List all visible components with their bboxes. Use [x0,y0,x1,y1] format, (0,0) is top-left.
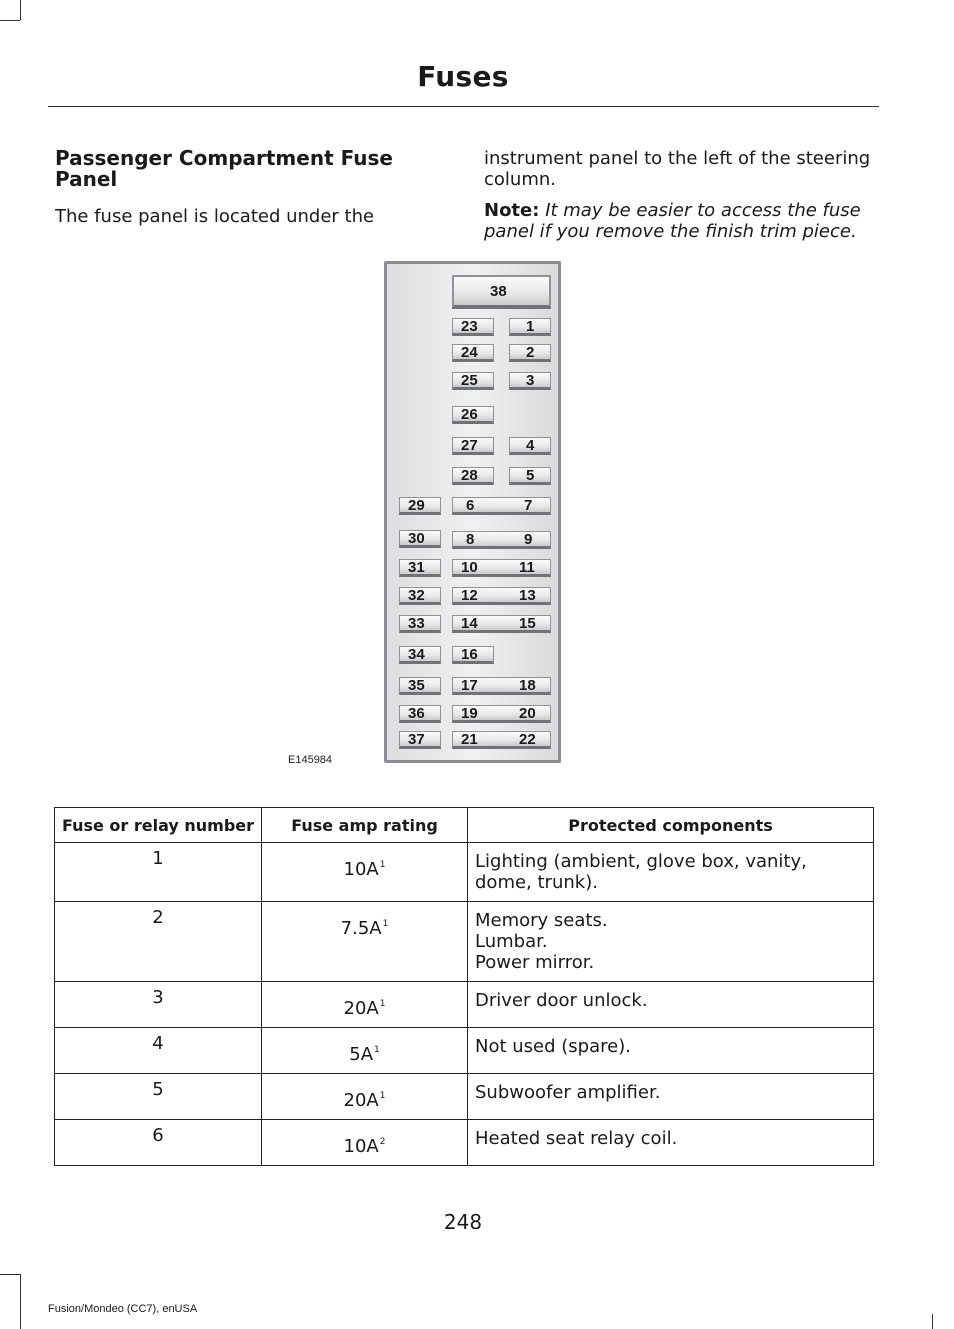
crop-mark [932,1314,933,1329]
footnote-marker: 1 [379,1091,386,1101]
crop-mark [0,20,20,21]
fuse-31: 31 [399,559,441,577]
components-cell: Subwoofer amplifier. [468,1074,874,1120]
fuse-number-cell: 6 [55,1120,262,1166]
fuse-29: 29 [399,497,441,515]
note-text: It may be easier to access the fuse panel if you remove the finish trim piece. [484,200,861,242]
fuse-number-cell: 5 [55,1074,262,1120]
fuse-17-18: 17 18 [452,677,551,695]
fuse-2: 2 [509,344,551,362]
fuse-32: 32 [399,587,441,605]
fuse-12-13: 12 13 [452,587,551,605]
amp-rating-cell: $10A^1$ [262,843,468,902]
fuse-37: 37 [399,731,441,749]
fuse-panel-diagram [384,261,561,763]
page-number: 248 [443,1210,483,1234]
fuse-specification-table [54,807,874,1166]
fuse-24: 24 [452,344,494,362]
footnote-marker: 1 [379,860,386,870]
fuse-23: 23 [452,318,494,336]
footnote-marker: 2 [379,1137,386,1147]
section-heading: Passenger Compartment Fuse Panel [55,146,393,191]
fuse-19-20: 19 20 [452,705,551,723]
intro-paragraph-end: instrument panel to the left of the steering column. [484,148,871,190]
note-paragraph [484,200,879,242]
column-header-protected-components: Protected components [468,808,874,843]
fuse-38: 38 [452,275,551,309]
fuse-21-22: 21 22 [452,731,551,749]
fuse-26: 26 [452,406,494,424]
fuse-10-11: 10 11 [452,559,551,577]
fuse-28: 28 [452,467,494,485]
table-row [55,902,874,982]
components-cell: Heated seat relay coil. [468,1120,874,1166]
amp-rating-cell: $20A^1$ [262,1074,468,1120]
fuse-34: 34 [399,646,441,664]
document-id: Fusion/Mondeo (CC7), enUSA [48,1303,198,1315]
fuse-number-cell: 4 [55,1028,262,1074]
footnote-marker: 1 [379,999,386,1009]
crop-mark [20,1274,21,1329]
right-column [484,148,879,242]
fuse-4: 4 [509,437,551,455]
crop-mark [20,0,21,20]
fuse-14-15: 14 15 [452,615,551,633]
page-title: Fuses [417,60,509,93]
amp-rating-cell: $5A^1$ [262,1028,468,1074]
fuse-3: 3 [509,372,551,390]
crop-mark [0,1274,20,1275]
table-header-row [55,808,874,843]
title-divider [48,106,879,107]
fuse-35: 35 [399,677,441,695]
table-row [55,1028,874,1074]
amp-rating-cell: $20A^1$ [262,982,468,1028]
components-cell: Lighting (ambient, glove box, vanity, dome, trunk). [468,843,874,902]
table-row [55,1074,874,1120]
footnote-marker: 1 [374,1045,380,1055]
fuse-33: 33 [399,615,441,633]
amp-rating-cell: $10A^2$ [262,1120,468,1166]
fuse-1: 1 [509,318,551,336]
components-cell: Memory seats. Lumbar. Power mirror. [468,902,874,982]
fuse-6-7: 6 7 [452,497,551,515]
amp-rating-cell: $7.5A^1$ [262,902,468,982]
fuse-number-cell: 2 [55,902,262,982]
table-row [55,843,874,902]
footnote-marker: 1 [382,919,389,929]
fuse-27: 27 [452,437,494,455]
table-row [55,982,874,1028]
left-column [55,148,435,227]
note-label: Note: [484,200,540,221]
fuse-16: 16 [452,646,494,664]
column-header-fuse-number: Fuse or relay number [55,808,262,843]
table-row [55,1120,874,1166]
components-cell: Not used (spare). [468,1028,874,1074]
fuse-8-9: 8 9 [452,531,551,549]
intro-paragraph-start: The fuse panel is located under the [55,206,375,227]
fuse-number-cell: 1 [55,843,262,902]
fuse-number-cell: 3 [55,982,262,1028]
fuse-5: 5 [509,467,551,485]
column-header-amp-rating: Fuse amp rating [262,808,468,843]
components-cell: Driver door unlock. [468,982,874,1028]
image-id-label: E145984 [288,754,333,766]
fuse-30: 30 [399,530,441,548]
fuse-25: 25 [452,372,494,390]
fuse-36: 36 [399,705,441,723]
